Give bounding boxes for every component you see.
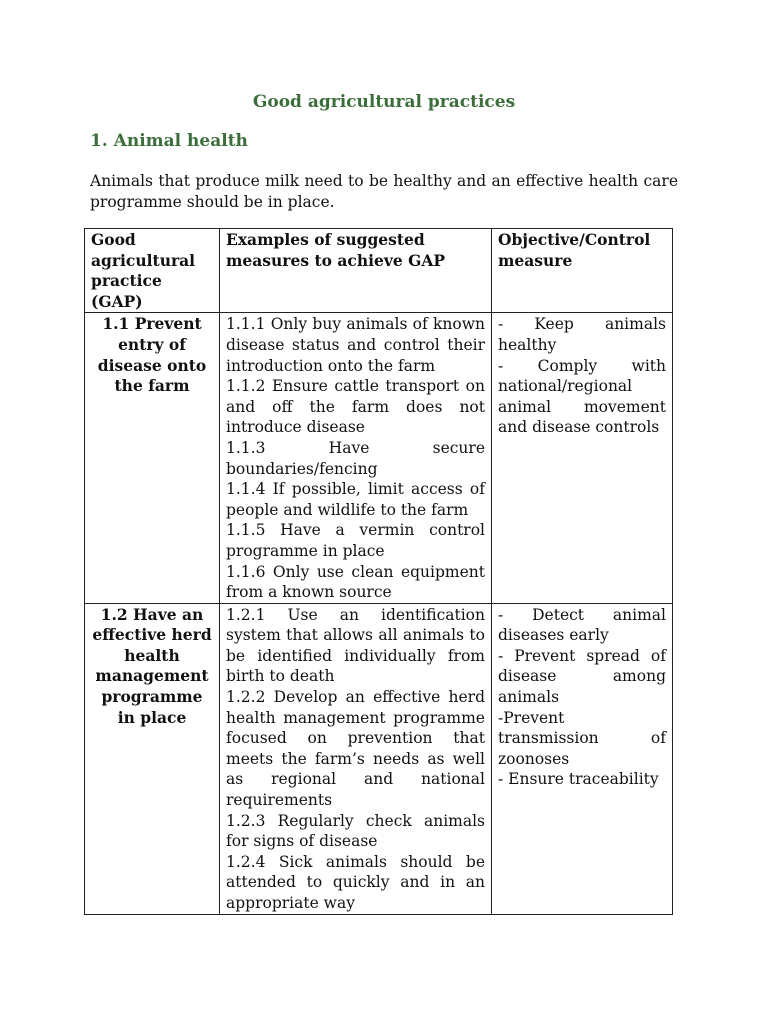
header-objective: Objective/Control measure xyxy=(492,229,673,313)
document-title: Good agricultural practices xyxy=(252,92,516,112)
table-row xyxy=(85,313,673,603)
header-gap: Good agricultural practice (GAP) xyxy=(85,229,220,313)
section-heading: 1. Animal health xyxy=(90,131,248,151)
gap-table xyxy=(84,228,673,915)
objective-item: - Detect animal diseases early xyxy=(498,605,666,645)
header-measures: Examples of suggested measures to achieve GAP xyxy=(220,229,492,313)
measure-item: 1.2.4 Sick animals should be attended to quickly and in an appropriate way xyxy=(226,852,485,912)
table-header-row xyxy=(85,229,673,313)
measure-item: 1.1.4 If possible, limit access of people and wildlife to the farm xyxy=(226,480,485,519)
gap-cell: 1.2 Have an effective herd health management programme in place xyxy=(85,603,220,914)
objective-item: - Comply with national/regional animal movement and disease controls xyxy=(498,356,666,437)
measures-cell xyxy=(220,603,492,914)
objective-item: - Prevent spread of disease among animals xyxy=(498,646,666,707)
measure-item: 1.1.6 Only use clean equipment from a known source xyxy=(226,562,485,602)
objective-item: -Prevent transmission of zoonoses xyxy=(498,708,666,768)
table-row xyxy=(85,603,673,914)
measure-item: 1.2.2 Develop an effective herd health management programme focused on prevention that meets the farm’s needs as well as regional and national requirements xyxy=(226,688,485,810)
measure-item: 1.1.5 Have a vermin control programme in place xyxy=(226,521,485,560)
measure-item: 1.1.2 Ensure cattle transport on and off the farm does not introduce disease xyxy=(226,377,485,437)
objectives-cell xyxy=(492,313,673,603)
measure-item: 1.1.1 Only buy animals of known disease status and control their introduction onto the farm xyxy=(226,315,485,375)
objective-item: - Ensure traceability xyxy=(498,770,659,789)
gap-cell: 1.1 Prevent entry of disease onto the farm xyxy=(85,313,220,603)
measure-item: 1.2.3 Regularly check animals for signs of disease xyxy=(226,811,485,851)
objective-item: - Keep animals healthy xyxy=(498,315,666,354)
measures-cell xyxy=(220,313,492,603)
measure-item: 1.1.3 Have secure boundaries/fencing xyxy=(226,438,485,478)
measure-item: 1.2.1 Use an identification system that allows all animals to be identified individually from birth to death xyxy=(226,605,485,686)
objectives-cell xyxy=(492,603,673,914)
intro-paragraph: Animals that produce milk need to be healthy and an effective health care programme should be in place. xyxy=(90,172,678,211)
